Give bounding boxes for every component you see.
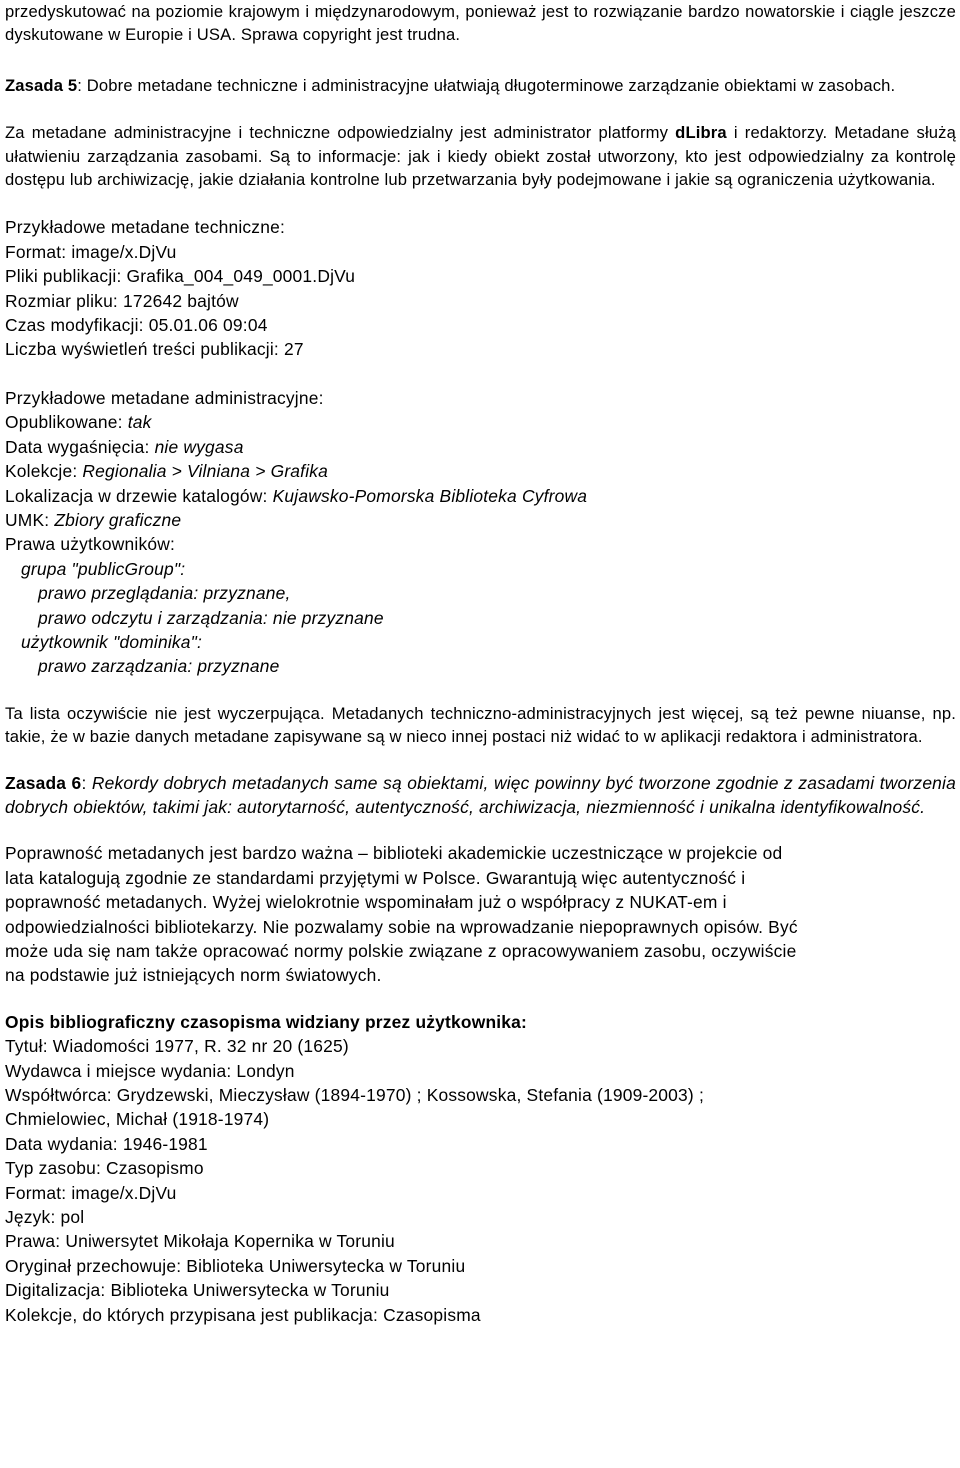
tech-line-files: Pliki publikacji: Grafika_004_049_0001.DjVu [5,266,356,287]
admin-group-right2: prawo odczytu i zarządzania: nie przyznane [38,607,384,628]
collections-label: Kolekcje: [5,461,83,482]
zasada6-label: Zasada 6 [5,772,82,793]
dlibra-bold: dLibra [675,123,727,143]
opis-block [5,1010,956,1327]
admin-paragraph [5,121,956,191]
expiry-label: Data wygaśnięcia: [5,436,155,457]
tech-metadata-heading: Przykładowe metadane techniczne: [5,217,285,238]
umk-label: UMK: [5,509,55,530]
admin-group: grupa "publicGroup": [21,558,186,579]
opis-line-publisher: Wydawca i miejsce wydania: Londyn [5,1060,295,1081]
poprawnosc-line-4: odpowiedzialności bibliotekarzy. Nie pozwalamy sobie na wprowadzanie niepoprawnych opisów. Być [5,916,798,937]
opis-line-contributor: Współtwórca: Grydzewski, Mieczysław (1894-1970) ; Kossowska, Stefania (1909-2003) ; [5,1085,704,1106]
opis-line-original: Oryginał przechowuje: Biblioteka Uniwersytecka w Toruniu [5,1255,466,1276]
admin-collections [5,459,956,483]
opis-heading: Opis bibliograficzny czasopisma widziany przez użytkownika: [5,1011,528,1032]
expiry-value: nie wygasa [154,436,244,457]
zasada6-text: Rekordy dobrych metadanych same są obiektami, więc powinny być tworzone zgodnie z zasadami tworzenia dobrych obiektów, takimi jak: autorytarność, autentyczność, archiwizacja, niezmienność i unikalna identyfikowalność. [5,772,956,817]
zasada6-paragraph [5,771,956,820]
opis-line-format: Format: image/x.DjVu [5,1182,177,1203]
poprawnosc-line-3: poprawność metadanych. Wyżej wielokrotnie wspominałam już o współpracy z NUKAT-em i [5,892,727,913]
admin-published [5,410,956,434]
opis-line-contributor-cont: Chmielowiec, Michał (1918-1974) [5,1109,270,1130]
poprawnosc-line-5: może uda się nam także opracować normy polskie związane z opracowywaniem zasobu, oczywiście [5,941,797,961]
opis-line-digitization: Digitalizacja: Biblioteka Uniwersytecka w Toruniu [5,1280,390,1301]
published-label: Opublikowane: [5,412,128,433]
admin-rights-label: Prawa użytkowników: [5,534,176,555]
zasada5-label: Zasada 5 [5,75,78,95]
opis-line-collections: Kolekcje, do których przypisana jest publikacja: Czasopisma [5,1304,481,1325]
admin-metadata-block [5,386,956,679]
umk-value: Zbiory graficzne [54,509,182,530]
zasada5-paragraph [5,74,956,97]
admin-user-right1: prawo zarządzania: przyznane [38,656,280,677]
poprawnosc-line-1: Poprawność metadanych jest bardzo ważna – biblioteki akademickie uczestniczące w projekcie od [5,843,783,864]
zasada6-colon: : [81,772,87,793]
opis-line-date: Data wydania: 1946-1981 [5,1133,208,1154]
document-page [5,0,956,1327]
intro-paragraph [5,0,956,47]
zasada5-text: Dobre metadane techniczne i administracyjne ułatwiają długoterminowe zarządzanie obiektami w zasobach. [82,75,896,95]
location-value: Kujawsko-Pomorska Biblioteka Cyfrowa [272,485,588,506]
opis-line-title: Tytuł: Wiadomości 1977, R. 32 nr 20 (1625) [5,1036,349,1057]
opis-line-rights: Prawa: Uniwersytet Mikołaja Kopernika w Toruniu [5,1231,395,1252]
poprawnosc-paragraph [5,841,956,987]
poprawnosc-line-2: lata katalogują zgodnie ze standardami przyjętymi w Polsce. Gwarantują więc autentyczność i [5,867,746,888]
admin-location [5,484,956,508]
opis-line-type: Typ zasobu: Czasopismo [5,1158,204,1179]
published-value: tak [127,412,152,433]
collections-value: Regionalia > Vilniana > Grafika [82,461,329,482]
location-label: Lokalizacja w drzewie katalogów: [5,485,273,506]
admin-expiry [5,435,956,459]
tech-line-format: Format: image/x.DjVu [5,241,177,262]
admin-metadata-heading: Przykładowe metadane administracyjne: [5,387,324,408]
list-text: Ta lista oczywiście nie jest wyczerpująca. Metadanych techniczno-administracyjnych jest więcej, są też pewne niuanse, np. takie, że w bazie danych metadane zapisywane są w nieco innej postaci niż widać to w aplikacji redaktora i administratora. [5,703,956,747]
admin-text-b: i redaktorzy. Metadane służą ułatwieniu zarządzania zasobami. Są to informacje: jak i kiedy obiekt został utworzony, kto jest odpowiedzialny za kontrolę dostępu lub archiwizację, jakie działania kontrolne lub przetwarzania były podejmowane i jakie są ograniczenia użytkowania. [5,123,956,190]
opis-line-language: Język: pol [5,1207,85,1228]
admin-text-a: Za metadane administracyjne i techniczne odpowiedzialny jest administrator platformy [5,123,676,143]
list-paragraph [5,702,956,749]
tech-line-size: Rozmiar pliku: 172642 bajtów [5,290,239,311]
admin-user: użytkownik "dominika": [21,631,203,652]
tech-metadata-block [5,215,956,361]
poprawnosc-line-6: na podstawie już istniejących norm światowych. [5,965,382,986]
admin-group-right1: prawo przeglądania: przyznane, [38,583,291,604]
admin-umk [5,508,956,532]
zasada5-colon: : [77,75,82,95]
tech-line-views: Liczba wyświetleń treści publikacji: 27 [5,339,304,360]
intro-text: przedyskutować na poziomie krajowym i międzynarodowym, ponieważ jest to rozwiązanie bardzo nowatorskie i ciągle jeszcze dyskutowane w Europie i USA. Sprawa copyright jest trudna. [5,2,956,45]
tech-line-modified: Czas modyfikacji: 05.01.06 09:04 [5,315,268,336]
